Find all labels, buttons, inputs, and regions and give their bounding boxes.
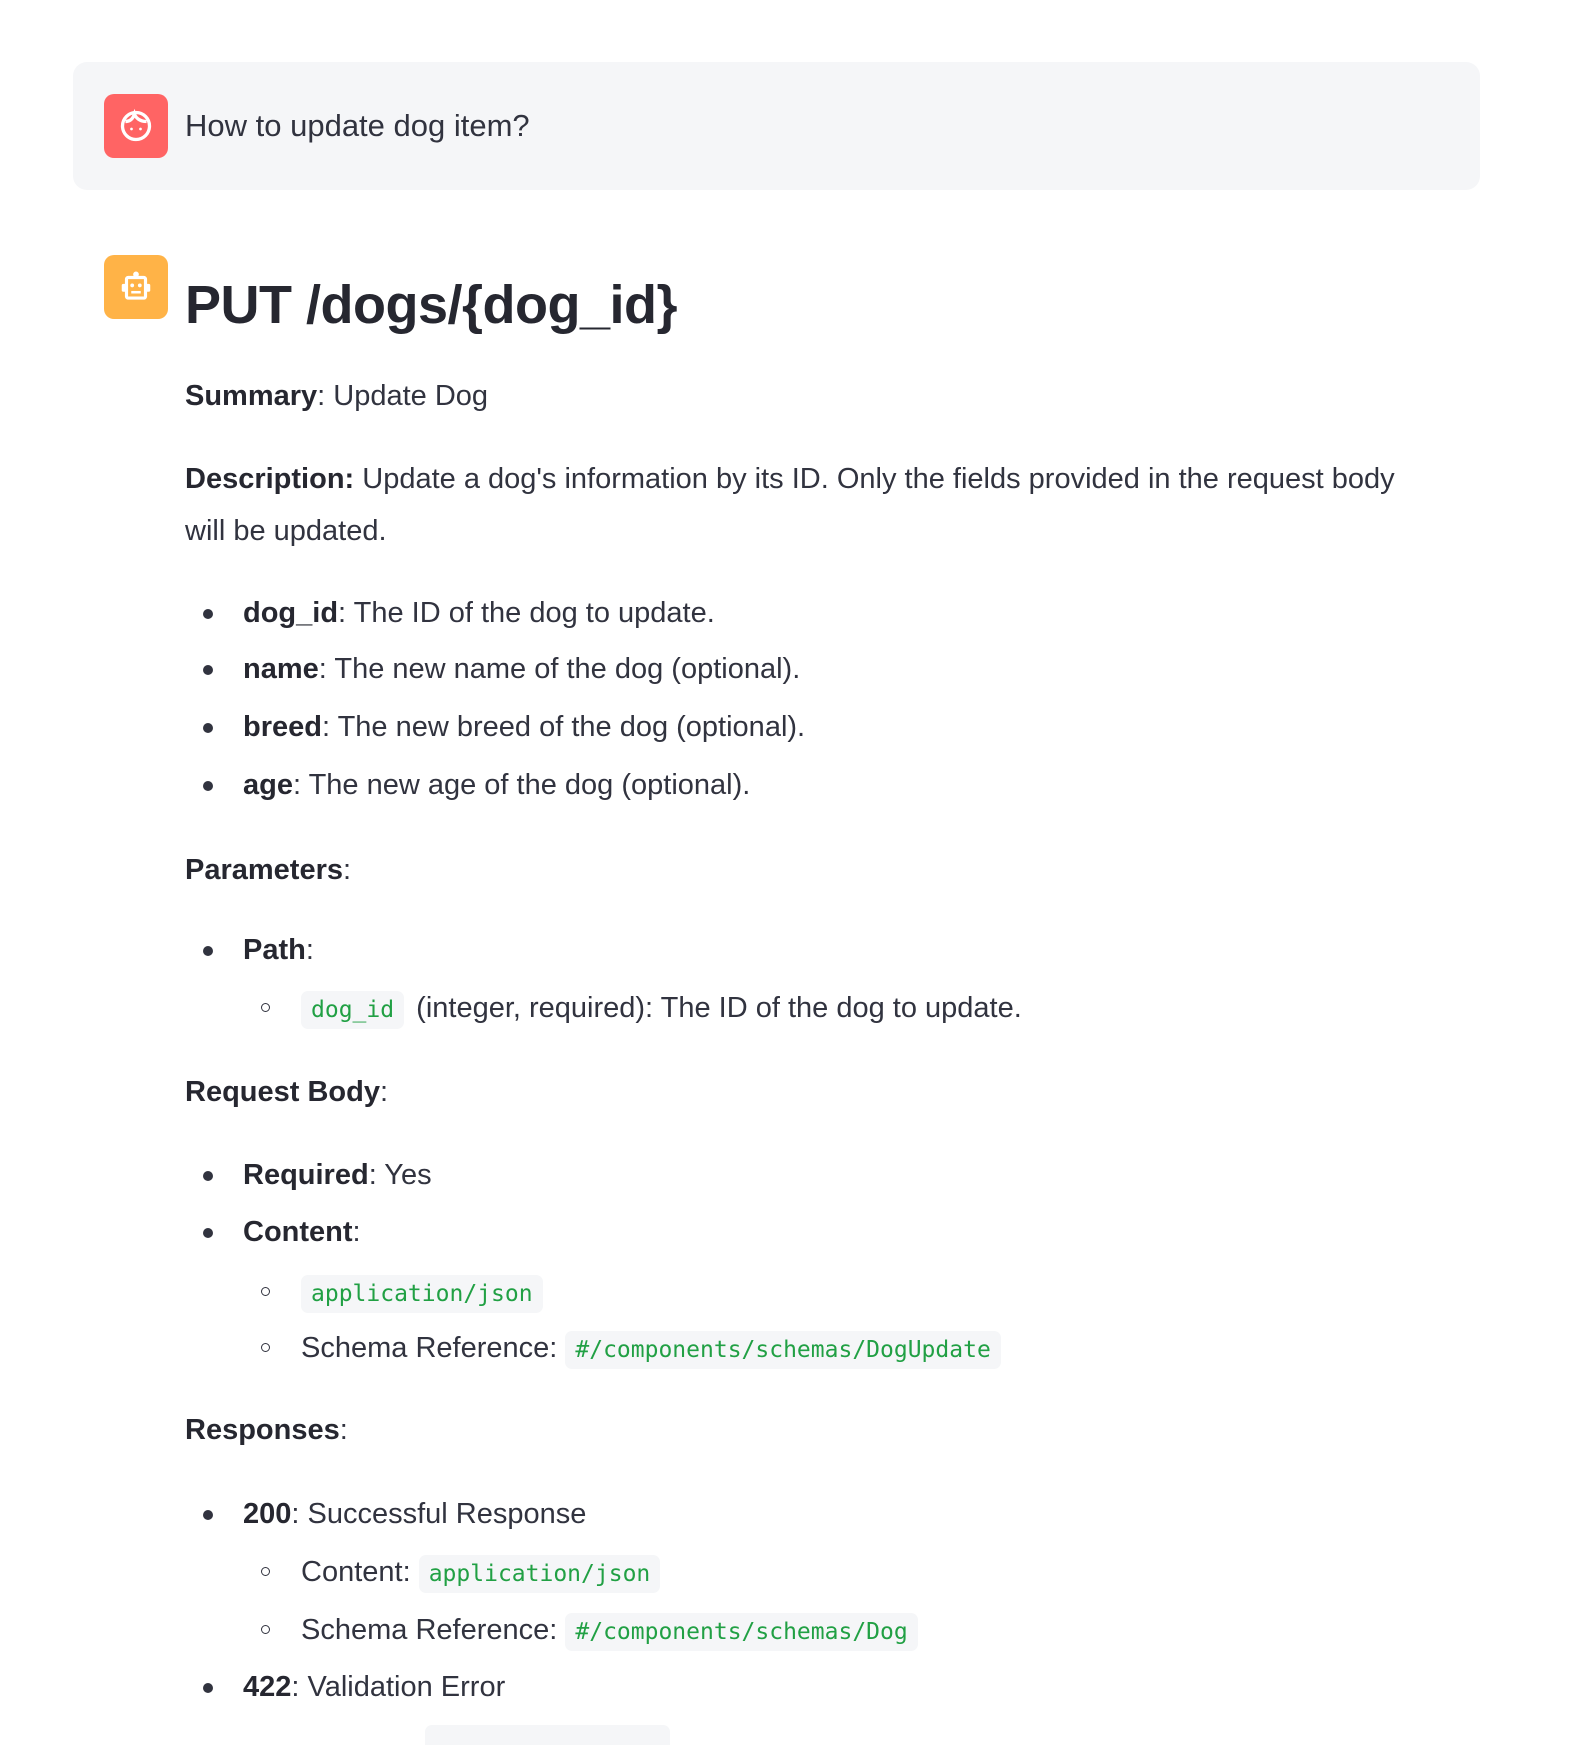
content-label: Content: [301, 1556, 411, 1588]
assistant-avatar [104, 255, 168, 319]
list-item-response-content [301, 1550, 664, 1596]
content-label: Content [243, 1216, 353, 1248]
field-name: breed [243, 711, 322, 743]
list-item [243, 705, 805, 749]
response-text: : Validation Error [291, 1671, 506, 1703]
field-text: : The new name of the dog (optional). [318, 653, 801, 685]
content-suffix: : [352, 1216, 361, 1248]
list-item-path [243, 928, 314, 972]
list-item-required [243, 1153, 432, 1197]
circle-bullet-icon [261, 1287, 270, 1296]
field-name: dog_id [243, 597, 339, 629]
description-label: Description: [185, 463, 355, 495]
endpoint-title: PUT /dogs/{dog_id} [185, 275, 678, 335]
list-item-response-200 [243, 1492, 586, 1536]
list-item-schema-ref [301, 1326, 1005, 1372]
code-chip: application/json [301, 1275, 543, 1313]
field-name: age [243, 769, 293, 801]
circle-bullet-icon [261, 1343, 270, 1352]
path-suffix: : [305, 934, 314, 966]
code-chip: #/components/schemas/DogUpdate [565, 1331, 1000, 1369]
response-text: : Successful Response [291, 1498, 587, 1530]
code-chip: dog_id [301, 991, 404, 1029]
list-item-response-schema [301, 1608, 922, 1654]
description-line-2: will be updated. [185, 515, 387, 547]
parameters-heading-label: Parameters [185, 854, 343, 886]
bullet-icon [203, 1228, 213, 1238]
required-value: : Yes [368, 1159, 432, 1191]
path-label: Path [243, 934, 306, 966]
code-chip: application/json [419, 1555, 661, 1593]
summary-label: Summary [185, 380, 318, 412]
circle-bullet-icon [261, 1625, 270, 1634]
code-chip-cutoff [425, 1725, 670, 1745]
code-chip: #/components/schemas/Dog [565, 1613, 917, 1651]
heading-suffix: : [343, 854, 352, 886]
heading-suffix: : [379, 1076, 389, 1108]
response-code: 422 [243, 1671, 292, 1703]
circle-bullet-icon [261, 1003, 270, 1012]
bullet-icon [203, 1683, 213, 1693]
parameters-heading [185, 844, 351, 896]
schema-label: Schema Reference: [301, 1332, 558, 1364]
responses-heading-label: Responses [185, 1414, 340, 1446]
list-item-path-param [301, 986, 1022, 1032]
field-name: name [243, 653, 319, 685]
responses-heading [185, 1404, 348, 1456]
bullet-icon [203, 1510, 213, 1520]
list-item-content [243, 1210, 361, 1254]
bullet-icon [203, 723, 213, 733]
circle-bullet-icon [261, 1567, 270, 1576]
required-label: Required [243, 1159, 369, 1191]
request-body-heading [185, 1066, 388, 1118]
list-item [243, 591, 715, 635]
description-line-1 [185, 453, 1395, 505]
summary-value: : Update Dog [317, 380, 489, 412]
field-text: : The ID of the dog to update. [338, 597, 715, 629]
list-item-content-type [301, 1270, 547, 1316]
request-body-heading-label: Request Body [185, 1076, 380, 1108]
assistant-message [185, 270, 1455, 1703]
list-item-response-422 [243, 1665, 505, 1709]
user-message-text: How to update dog item? [185, 108, 530, 143]
bullet-icon [203, 609, 213, 619]
user-face-icon [118, 108, 154, 144]
heading-suffix: : [339, 1414, 348, 1446]
field-text: : The new age of the dog (optional). [292, 769, 751, 801]
user-avatar [104, 94, 168, 158]
description-text: Update a dog's information by its ID. Only the fields provided in the request body [354, 463, 1395, 495]
path-param-text: (integer, required): The ID of the dog to update. [416, 992, 1022, 1024]
bullet-icon [203, 665, 213, 675]
schema-label: Schema Reference: [301, 1614, 558, 1646]
list-item [243, 763, 750, 807]
bullet-icon [203, 946, 213, 956]
robot-icon [117, 268, 155, 306]
bullet-icon [203, 1171, 213, 1181]
summary-line [185, 370, 488, 422]
list-item [243, 647, 800, 691]
bullet-icon [203, 781, 213, 791]
user-message [73, 62, 1480, 190]
field-text: : The new breed of the dog (optional). [321, 711, 806, 743]
response-code: 200 [243, 1498, 292, 1530]
